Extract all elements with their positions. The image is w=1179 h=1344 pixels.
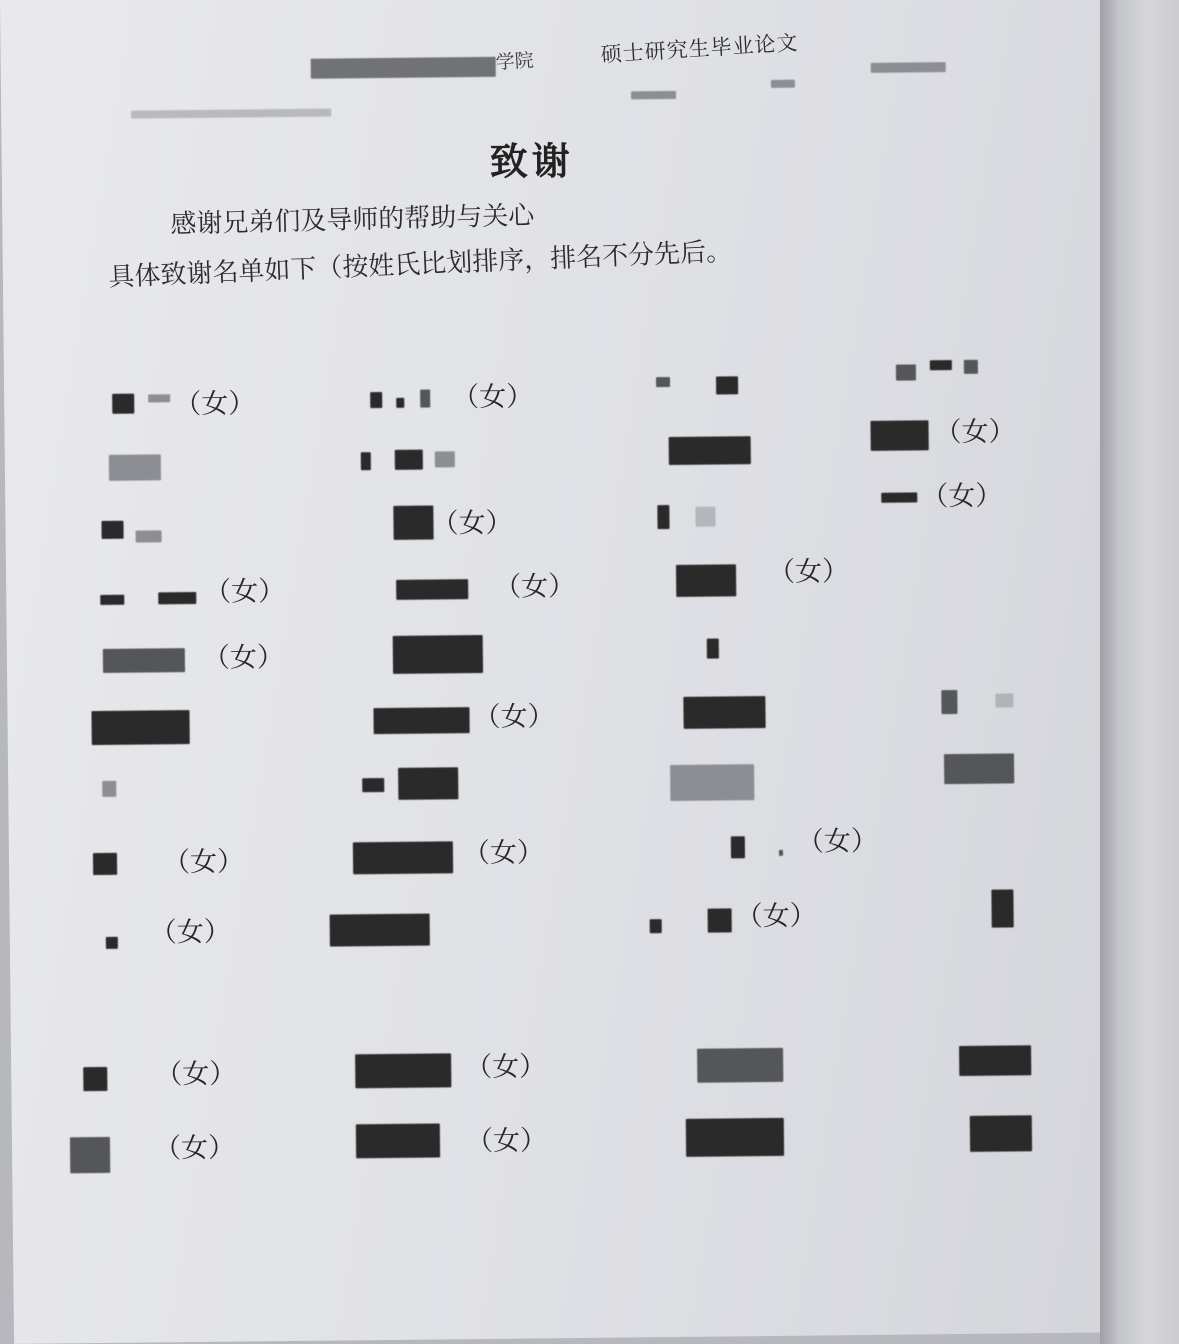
redacted-name xyxy=(396,398,404,408)
redacted-header-mark xyxy=(631,91,676,99)
redacted-name xyxy=(731,836,745,858)
redacted-name xyxy=(686,1118,784,1157)
redacted-name xyxy=(697,1048,783,1083)
redacted-name xyxy=(944,753,1014,784)
female-tag: （女） xyxy=(465,1051,547,1084)
page-edge-shadow xyxy=(1100,0,1179,1344)
female-tag: （女） xyxy=(494,571,576,603)
redacted-name xyxy=(330,914,430,947)
page-title: 致谢 xyxy=(489,138,574,184)
redacted-name xyxy=(373,707,469,734)
redacted-name xyxy=(695,507,715,527)
redacted-name xyxy=(670,764,754,801)
redacted-name xyxy=(136,530,162,542)
redacted-name xyxy=(100,595,124,605)
redacted-header-right xyxy=(871,62,946,73)
redacted-header-line xyxy=(131,109,331,119)
redacted-name xyxy=(930,360,952,370)
redacted-name xyxy=(959,1045,1031,1076)
redacted-name xyxy=(650,919,662,933)
redacted-name xyxy=(683,696,765,729)
intro-line-1: 感谢兄弟们及导师的帮助与关心 xyxy=(170,200,535,240)
redacted-name xyxy=(353,841,453,874)
redacted-name xyxy=(708,908,732,932)
redacted-name xyxy=(896,364,916,380)
redacted-name xyxy=(398,767,458,800)
redacted-name xyxy=(657,505,669,529)
redacted-name xyxy=(148,394,170,402)
female-tag: （女） xyxy=(473,701,555,734)
female-tag: （女） xyxy=(431,507,513,540)
redacted-name xyxy=(716,376,738,394)
redacted-name xyxy=(102,781,116,797)
redacted-name xyxy=(112,394,134,414)
redacted-name xyxy=(995,693,1013,707)
redacted-name xyxy=(109,454,161,481)
female-tag: （女） xyxy=(462,837,545,870)
female-tag: （女） xyxy=(921,480,1003,513)
redacted-name xyxy=(395,450,423,470)
redacted-name xyxy=(91,710,189,745)
redacted-name xyxy=(83,1067,107,1091)
female-tag: （女） xyxy=(796,825,879,858)
redacted-name xyxy=(93,853,117,875)
redacted-name xyxy=(656,377,670,387)
female-tag: （女） xyxy=(162,846,245,879)
thesis-type-header: 硕士研究生毕业论文 xyxy=(600,30,800,67)
redacted-name xyxy=(106,937,118,949)
female-tag: （女） xyxy=(934,416,1016,449)
redacted-school-name xyxy=(311,57,496,79)
redacted-name xyxy=(779,850,783,856)
redacted-name xyxy=(964,360,978,374)
female-tag: （女） xyxy=(149,916,231,949)
redacted-name xyxy=(158,592,196,604)
female-tag: （女） xyxy=(767,556,850,588)
female-tag: （女） xyxy=(202,642,285,674)
redacted-name xyxy=(970,1115,1032,1152)
female-tag: （女） xyxy=(452,381,534,414)
redacted-header-mark xyxy=(771,80,795,88)
redacted-name xyxy=(103,648,185,673)
header-school-fragment: 学院 xyxy=(495,49,535,74)
redacted-name xyxy=(101,521,123,539)
intro-line-2: 具体致谢名单如下（按姓氏比划排序，排名不分先后。 xyxy=(107,236,733,293)
redacted-name xyxy=(991,889,1013,927)
redacted-name xyxy=(70,1137,110,1173)
redacted-name xyxy=(393,505,433,539)
female-tag: （女） xyxy=(155,1058,237,1091)
female-tag: （女） xyxy=(204,576,286,608)
female-tag: （女） xyxy=(735,900,817,933)
redacted-name xyxy=(870,420,928,451)
redacted-name xyxy=(362,778,384,792)
redacted-name xyxy=(393,635,483,674)
redacted-name xyxy=(356,1123,440,1158)
redacted-name xyxy=(669,436,751,465)
redacted-name xyxy=(420,390,430,408)
redacted-name xyxy=(941,690,957,714)
redacted-name xyxy=(676,564,736,597)
redacted-name xyxy=(355,1053,451,1088)
redacted-name xyxy=(707,639,719,659)
redacted-name xyxy=(370,392,382,408)
female-tag: （女） xyxy=(153,1132,236,1165)
redacted-name xyxy=(361,452,371,470)
redacted-name xyxy=(881,492,917,502)
redacted-name xyxy=(435,451,455,467)
female-tag: （女） xyxy=(465,1125,548,1158)
female-tag: （女） xyxy=(174,388,256,421)
redacted-name xyxy=(396,579,468,600)
